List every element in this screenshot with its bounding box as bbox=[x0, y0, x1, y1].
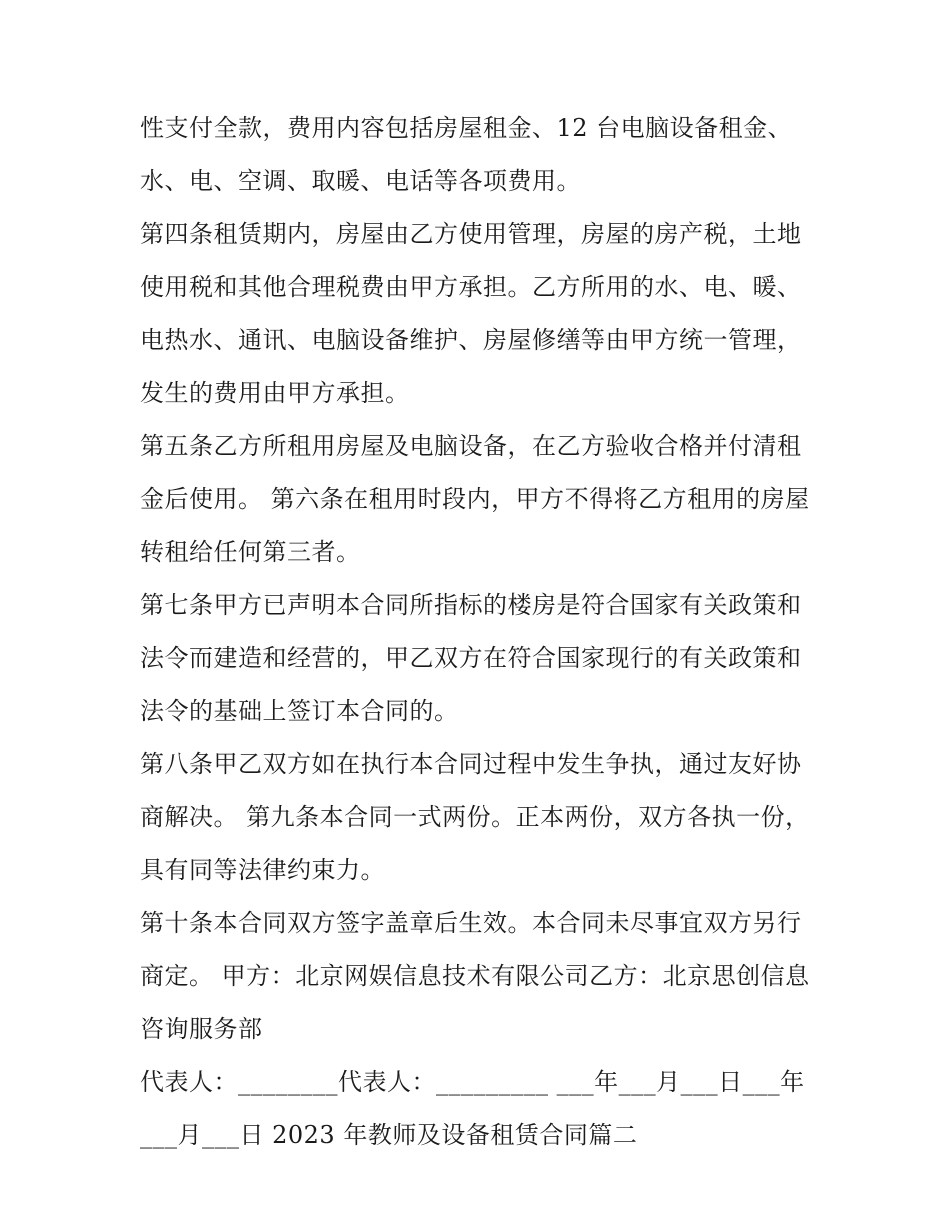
document-body bbox=[140, 102, 820, 1162]
paragraph-payment-items: 性支付全款，费用内容包括房屋租金、12 台电脑设备租金、水、电、空调、取暖、电话等各项费用。 bbox=[140, 114, 793, 195]
paragraph-article-5-6: 第五条乙方所租用房屋及电脑设备，在乙方验收合格并付清租金后使用。 第六条在租用时段内，甲方不得将乙方租用的房屋转租给任何第三者。 bbox=[140, 432, 810, 566]
paragraph-signatures-date: 代表人：________代表人：_________ ___年___月___日___年___月___日 2023 年教师及设备租赁合同篇二 bbox=[140, 1068, 805, 1149]
paragraph-article-4: 第四条租赁期内，房屋由乙方使用管理，房屋的房产税，土地使用税和其他合理税费由甲方承担。乙方所用的水、电、暖、电热水、通讯、电脑设备维护、房屋修缮等由甲方统一管理，发生的费用由甲方承担。 bbox=[140, 220, 802, 407]
paragraph-article-10-parties: 第十条本合同双方签字盖章后生效。本合同未尽事宜双方另行商定。 甲方：北京网娱信息技术有限公司乙方：北京思创信息咨询服务部 bbox=[140, 909, 810, 1043]
paragraph-article-8-9: 第八条甲乙双方如在执行本合同过程中发生争执，通过友好协商解决。 第九条本合同一式两份。正本两份，双方各执一份，具有同等法律约束力。 bbox=[140, 750, 810, 884]
paragraph-article-7: 第七条甲方已声明本合同所指标的楼房是符合国家有关政策和法令而建造和经营的，甲乙双方在符合国家现行的有关政策和法令的基础上签订本合同的。 bbox=[140, 591, 802, 725]
